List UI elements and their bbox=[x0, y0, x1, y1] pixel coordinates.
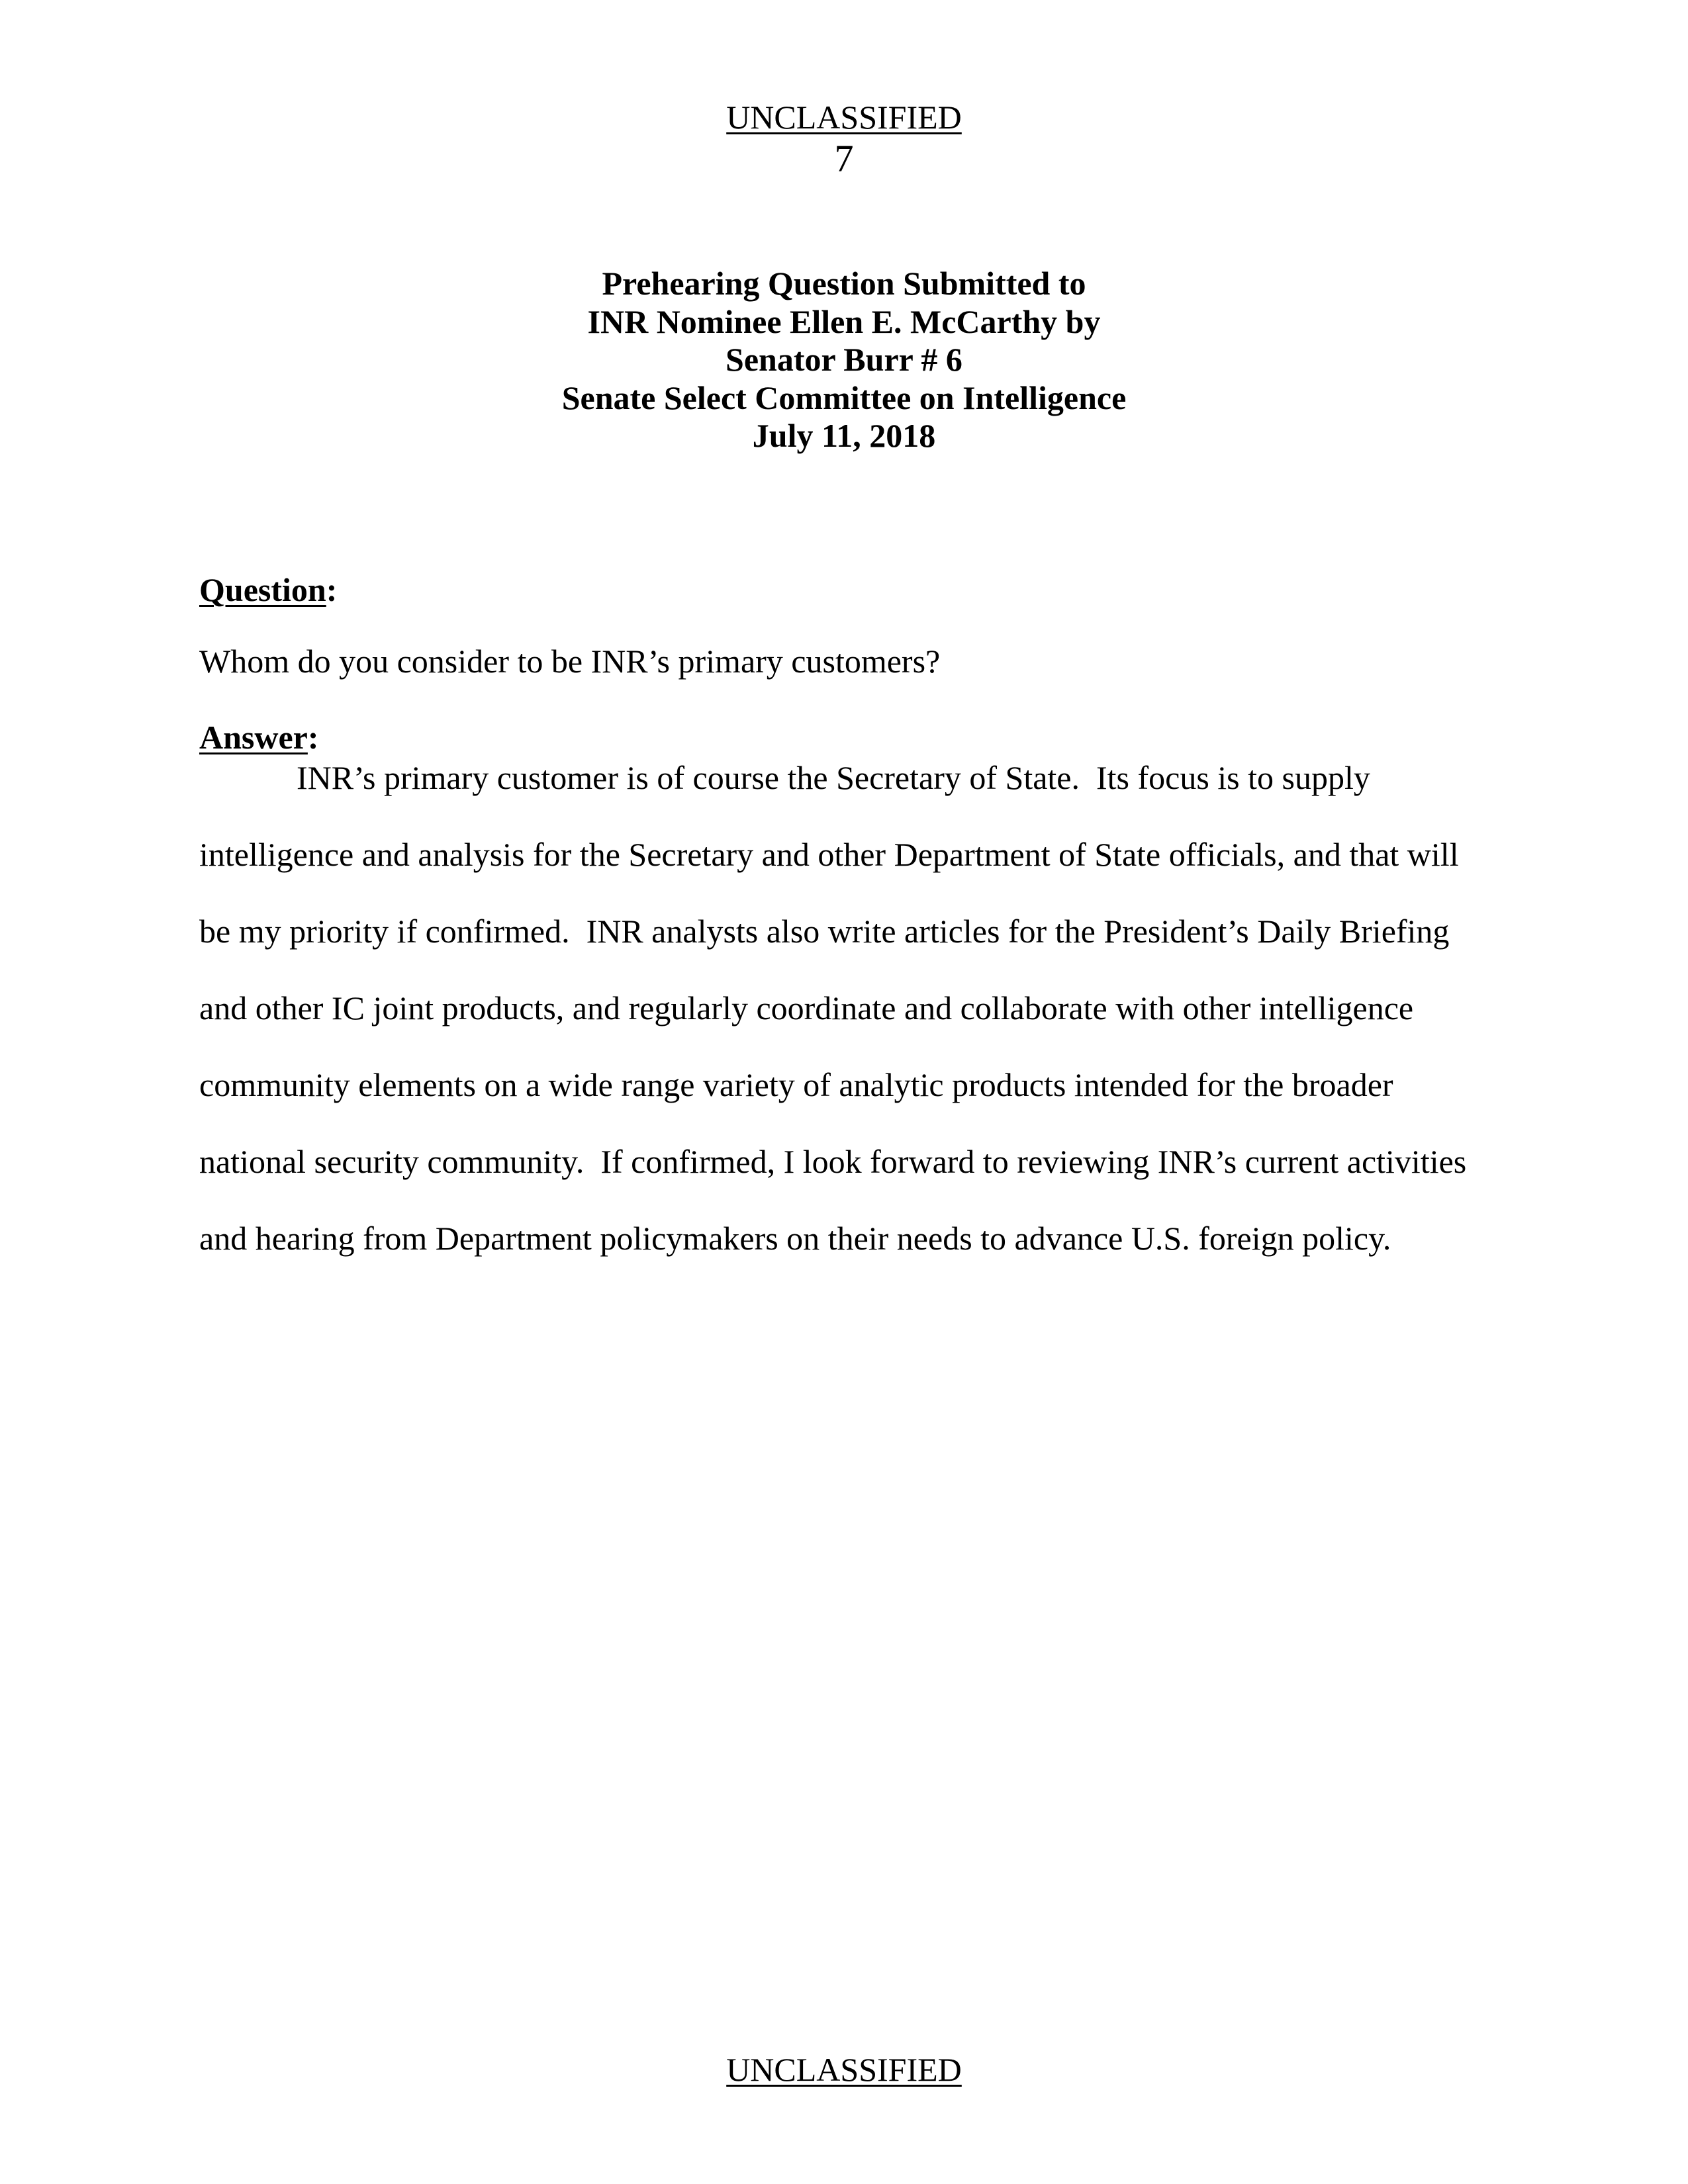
answer-line: and hearing from Department policymakers on their needs to advance U.S. foreign policy. bbox=[199, 1220, 1391, 1257]
answer-line: community elements on a wide range variety of analytic products intended for the broader bbox=[199, 1066, 1393, 1103]
question-heading: Question: bbox=[199, 571, 338, 608]
answer-line: intelligence and analysis for the Secretary and other Department of State officials, and that will bbox=[199, 836, 1459, 873]
answer-heading: Answer: bbox=[199, 719, 319, 756]
title-line: Senate Select Committee on Intelligence bbox=[561, 379, 1127, 416]
classification-header: UNCLASSIFIED bbox=[726, 99, 962, 136]
answer-label: Answer bbox=[199, 719, 308, 756]
title-line: Senator Burr # 6 bbox=[726, 341, 962, 378]
page-number: 7 bbox=[834, 137, 854, 180]
title-line: INR Nominee Ellen E. McCarthy by bbox=[587, 302, 1101, 340]
title-line: July 11, 2018 bbox=[752, 417, 936, 454]
title-line: Prehearing Question Submitted to bbox=[602, 265, 1086, 302]
answer-line: national security community. If confirmed, I look forward to reviewing INR’s current activities bbox=[199, 1143, 1467, 1180]
answer-line: and other IC joint products, and regularly coordinate and collaborate with other intelligence bbox=[199, 989, 1414, 1026]
answer-line: INR’s primary customer is of course the Secretary of State. Its focus is to supply bbox=[297, 759, 1370, 796]
classification-footer: UNCLASSIFIED bbox=[726, 2051, 962, 2088]
question-text: Whom do you consider to be INR’s primary customers? bbox=[199, 643, 941, 680]
question-label: Question bbox=[199, 571, 326, 608]
document-title bbox=[0, 265, 1688, 455]
answer-line: be my priority if confirmed. INR analysts also write articles for the President’s Daily Briefing bbox=[199, 913, 1450, 950]
